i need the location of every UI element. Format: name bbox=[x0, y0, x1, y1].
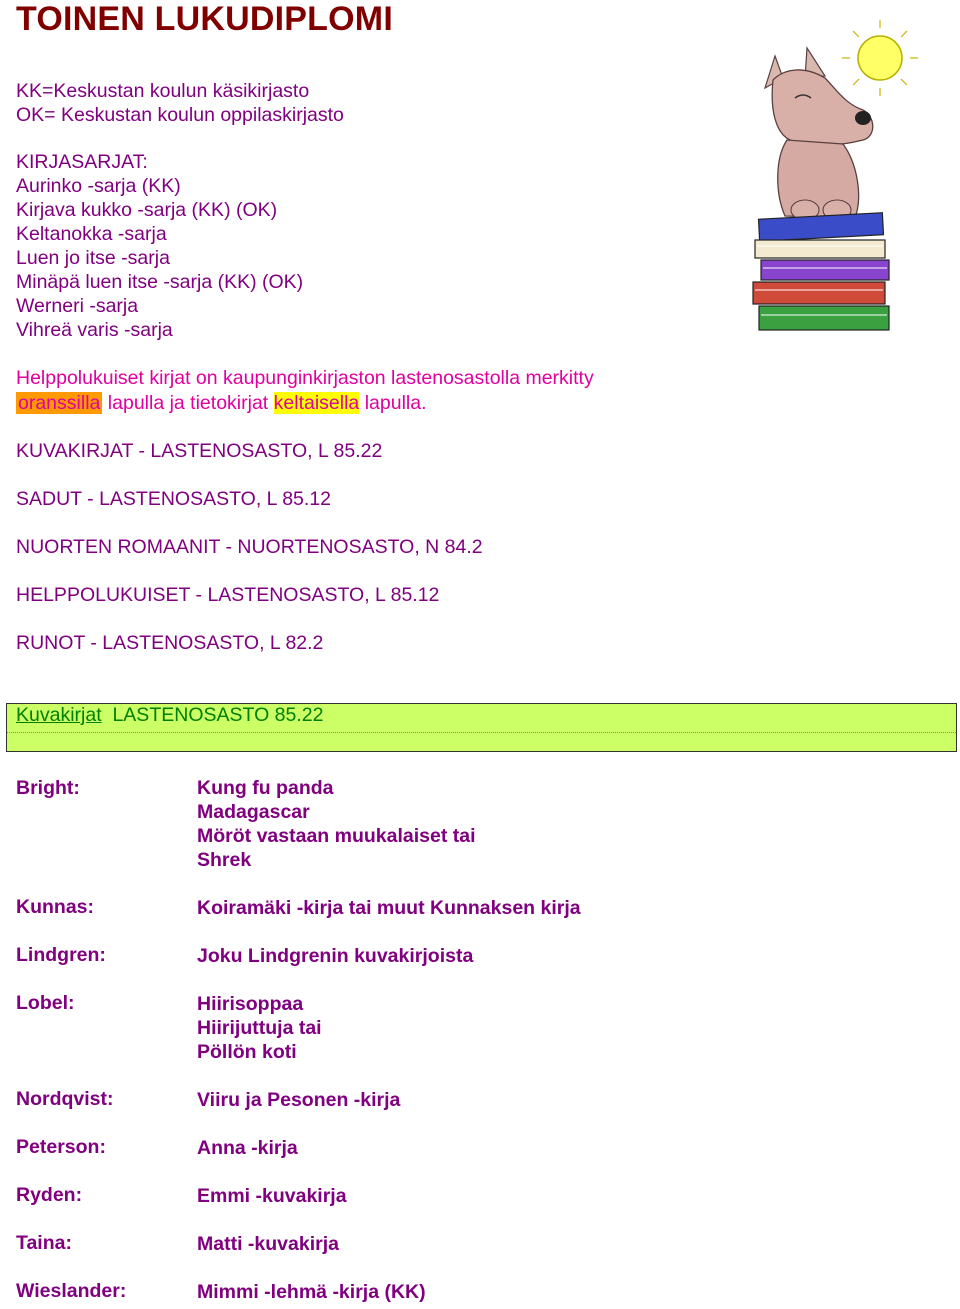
book-title: Anna -kirja bbox=[197, 1137, 298, 1159]
book-list bbox=[197, 1280, 426, 1304]
book-title: Möröt vastaan muukalaiset tai bbox=[197, 825, 476, 847]
series-item: Keltanokka -sarja bbox=[16, 223, 167, 245]
book-title: Hiirijuttuja tai bbox=[197, 1017, 322, 1039]
author-label: Kunnas: bbox=[16, 896, 94, 918]
series-heading: KIRJASARJAT: bbox=[16, 151, 148, 173]
section-heading: KUVAKIRJAT - LASTENOSASTO, L 85.22 bbox=[16, 440, 383, 462]
series-item: Minäpä luen itse -sarja (KK) (OK) bbox=[16, 271, 304, 293]
book-list bbox=[197, 1136, 298, 1160]
book-title: Matti -kuvakirja bbox=[197, 1233, 339, 1255]
book-list bbox=[197, 1184, 347, 1208]
author-label: Wieslander: bbox=[16, 1280, 127, 1302]
book-title: Pöllön koti bbox=[197, 1041, 297, 1063]
yellow-highlight: keltaisella bbox=[273, 392, 360, 414]
book-list bbox=[197, 944, 473, 968]
series-item: Kirjava kukko -sarja (KK) (OK) bbox=[16, 199, 278, 221]
book-title: Mimmi -lehmä -kirja (KK) bbox=[197, 1281, 426, 1303]
section-heading: NUORTEN ROMAANIT - NUORTENOSASTO, N 84.2 bbox=[16, 536, 483, 558]
series-item: Luen jo itse -sarja bbox=[16, 247, 170, 269]
series-item: Aurinko -sarja (KK) bbox=[16, 175, 181, 197]
dog-on-books-illustration bbox=[745, 18, 945, 340]
book-title: Joku Lindgrenin kuvakirjoista bbox=[197, 945, 474, 967]
page-title: TOINEN LUKUDIPLOMI bbox=[16, 0, 393, 38]
note-line-1: Helppolukuiset kirjat on kaupunginkirjaston lastenosastolla merkitty bbox=[16, 367, 594, 389]
series-list bbox=[16, 150, 303, 342]
author-label: Taina: bbox=[16, 1232, 72, 1254]
legend-line: OK= Keskustan koulun oppilaskirjasto bbox=[16, 104, 344, 126]
section-heading: RUNOT - LASTENOSASTO, L 82.2 bbox=[16, 632, 324, 654]
section-heading: SADUT - LASTENOSASTO, L 85.12 bbox=[16, 488, 332, 510]
book-title: Shrek bbox=[197, 849, 252, 871]
series-item: Werneri -sarja bbox=[16, 295, 139, 317]
author-label: Ryden: bbox=[16, 1184, 83, 1206]
book-title: Viiru ja Pesonen -kirja bbox=[197, 1089, 401, 1111]
category-bar bbox=[6, 703, 957, 752]
book-title: Kung fu panda bbox=[197, 777, 334, 799]
author-label: Bright: bbox=[16, 777, 80, 799]
section-heading: HELPPOLUKUISET - LASTENOSASTO, L 85.12 bbox=[16, 584, 440, 606]
category-bar-title: Kuvakirjat LASTENOSASTO 85.22 bbox=[16, 704, 324, 726]
book-list bbox=[197, 1088, 400, 1112]
author-label: Lobel: bbox=[16, 992, 75, 1014]
orange-highlight: oranssilla bbox=[18, 392, 101, 414]
books-icon bbox=[753, 213, 889, 330]
book-list bbox=[197, 992, 322, 1064]
book-title: Koiramäki -kirja tai muut Kunnaksen kirja bbox=[197, 897, 581, 919]
category-bar-divider bbox=[7, 732, 956, 733]
author-label: Lindgren: bbox=[16, 944, 106, 966]
sun-icon bbox=[842, 20, 918, 96]
book-list bbox=[197, 776, 476, 872]
book-title: Hiirisoppaa bbox=[197, 993, 304, 1015]
note-line-2: oranssilla lapulla ja tietokirjat keltaisella lapulla. bbox=[18, 392, 427, 414]
author-label: Peterson: bbox=[16, 1136, 106, 1158]
book-title: Madagascar bbox=[197, 801, 310, 823]
label-note bbox=[16, 366, 594, 416]
legend-line: KK=Keskustan koulun käsikirjasto bbox=[16, 80, 310, 102]
series-item: Vihreä varis -sarja bbox=[16, 319, 173, 341]
book-title: Emmi -kuvakirja bbox=[197, 1185, 347, 1207]
dog-icon bbox=[765, 48, 873, 220]
book-list bbox=[197, 1232, 339, 1256]
legend bbox=[16, 79, 344, 127]
kuvakirjat-link[interactable]: Kuvakirjat bbox=[16, 704, 102, 726]
author-label: Nordqvist: bbox=[16, 1088, 114, 1110]
book-list bbox=[197, 896, 581, 920]
